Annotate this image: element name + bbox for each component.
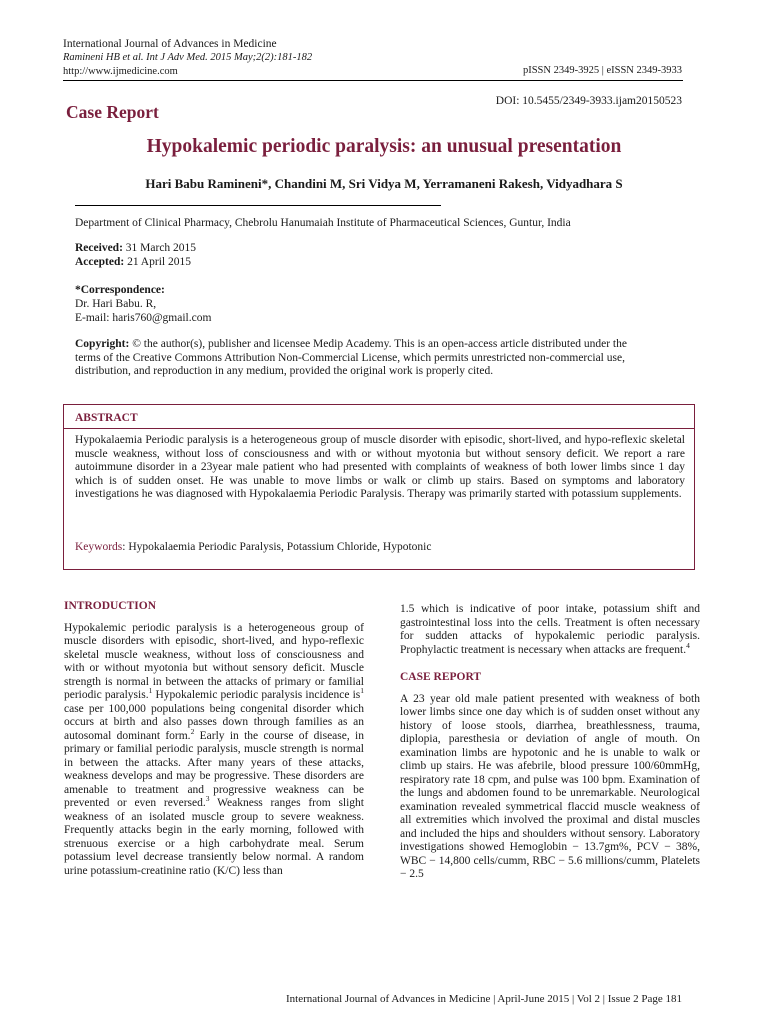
received-date: Received: 31 March 2015 (75, 242, 197, 254)
keywords-line: Keywords: Hypokalaemia Periodic Paralysis, Potassium Chloride, Hypotonic (75, 541, 432, 553)
introduction-text: Hypokalemic periodic paralysis is a heterogeneous group of muscle disorders with episodic, short-lived, and hypo-reflexic skeletal muscle weakness, without loss of consciousness and with or without myotonia but without sensory deficit. Muscle strength is normal in between the attacks of primary or familial periodic paralysis.$^1$ Hypokalemic periodic paralysis incidence $is^1$ case per 100,000 populations being congenital disorder which occurs at birth and also passes down through families as an autosomal dominant form.$^2$ Early in the course of disease, in primary or familial periodic paralysis, muscle strength is normal in between the attacks. After many years of these attacks, weakness develops and may be progressive. These disorders are amenable to treatment and progressive weakness can be prevented or even reversed.$^3$ Weakness ranges from slight weakness of an isolated muscle group to severe weakness. Frequently attacks begin in the early morning, followed with strenuous exercise or a high carbohydrate meal. Serum potassium level decrease transiently below normal. A random urine potassium-creatinine ratio (K/C) less than (64, 621, 365, 877)
author-list: Hari Babu Ramineni*, Chandini M, Sri Vidya M, Yerramaneni Rakesh, Vidyadhara S (145, 176, 623, 191)
journal-name: International Journal of Advances in Medicine (63, 38, 277, 50)
issn-line: pISSN 2349-3925 | eISSN 2349-3933 (522, 65, 682, 76)
page-footer: International Journal of Advances in Medicine | April-June 2015 | Vol 2 | Issue 2 Page 181 (285, 993, 682, 1005)
author-divider (75, 205, 441, 206)
abstract-heading: ABSTRACT (75, 412, 138, 424)
header-divider (63, 80, 683, 81)
journal-url[interactable]: http://www.ijmedicine.com (63, 66, 178, 77)
case-report-text: A 23 year old male patient presented with weakness of both lower limbs since one day which is of sudden onset without any history of loose stools, diarrhea, breathlessness, trauma, diplopia, paresthesia or deviation of angle of mouth. On examination limbs are hypotonic and he is unable to walk or climb up stairs. He was afebrile, blood pressure 100/60mmHg, respiratory rate 18 cpm, and pulse was 100 bpm. Examination of the lungs and abdomen found to be unremarkable. Neurological examination revealed symmetrical flaccid muscle weakness of all extremities which involved the proximal and distal muscles and included the hips and shoulders without sensory. Laboratory investigations showed Hemoglobin − 13.7gm%, PCV − 38%, WBC − 14,800 cells/cumm, RBC − 5.6 millions/cumm, Platelets − 2.5 (400, 692, 700, 880)
abstract-divider (63, 428, 695, 429)
case-report-heading: CASE REPORT (400, 671, 482, 683)
doi-line[interactable]: DOI: 10.5455/2349-3933.ijam20150523 (495, 95, 682, 107)
abstract-text: Hypokalaemia Periodic paralysis is a heterogeneous group of muscle disorder with episodic, short-lived, and hypo-reflexic skeletal muscle weakness, without loss of consciousness and with or without myotonia but without sensory deficit. We report a rare autoimmune disorder in a 23year male patient who had presented with complaints of weakness of both lower limbs since 1 day which is of sudden onset. He was unable to move limbs or walk or climb up stairs. Based on symptoms and laboratory investigations he was diagnosed with Hypokalaemia Periodic Paralysis. Therapy was primarily started with potassium supplements. (75, 434, 685, 500)
introduction-heading: INTRODUCTION (64, 600, 157, 612)
citation-line: Ramineni HB et al. Int J Adv Med. 2015 May;2(2):181-182 (63, 52, 313, 63)
introduction-continued: 1.5 which is indicative of poor intake, potassium shift and gastrointestinal loss into the cells. Treatment is often necessary for sudden attacks of hypokalemic periodic paralysis. Prophylactic treatment is necessary when attacks are frequent.$^4$ (400, 603, 700, 656)
right-column (400, 603, 700, 882)
correspondence-heading: *Correspondence: (75, 284, 165, 296)
article-type-label: Case Report (66, 102, 159, 122)
accepted-date: Accepted: 21 April 2015 (75, 256, 191, 268)
correspondence-name: Dr. Hari Babu. R, (75, 298, 157, 310)
affiliation: Department of Clinical Pharmacy, Chebrolu Hanumaiah Institute of Pharmaceutical Sciences, Guntur, India (75, 217, 571, 229)
left-column (64, 600, 364, 878)
copyright-notice: Copyright: © the author(s), publisher and licensee Medip Academy. This is an open-access article distributed under the terms of the Creative Commons Attribution Non-Commercial License, which permits unrestricted non-commercial use, distribution, and reproduction in any medium, provided the original work is properly cited. (75, 338, 627, 377)
correspondence-email[interactable]: E-mail: haris760@gmail.com (75, 312, 212, 324)
article-title: Hypokalemic periodic paralysis: an unusual presentation (146, 136, 622, 157)
